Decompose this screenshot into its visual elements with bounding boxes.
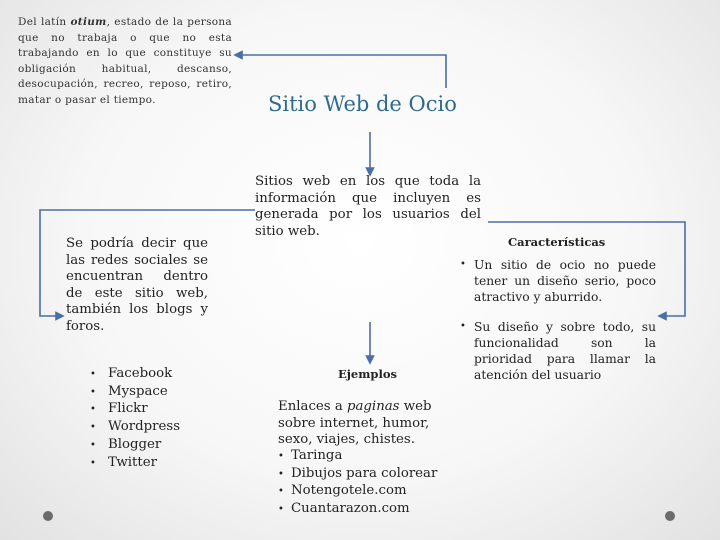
list-item: • Un sitio de ocio no puede tener un diseño serio, poco atractivo y aburrido. [460, 257, 656, 305]
social-networks-note: Se podría decir que las redes sociales se encuentran dentro de este sitio web, también los blogs y foros. [66, 236, 208, 334]
social-sites-list [90, 366, 180, 472]
list-item: • Notengotele.com [278, 483, 437, 501]
list-item: • Wordpress [90, 419, 180, 437]
list-item: • Facebook [90, 366, 180, 384]
list-item: • Flickr [90, 401, 180, 419]
definition-term: otium [70, 16, 107, 28]
list-item: • Cuantarazon.com [278, 501, 437, 519]
list-item: • Myspace [90, 384, 180, 402]
slide-dot-right [665, 511, 675, 521]
slide-dot-left [43, 511, 53, 521]
list-item: • Taringa [278, 448, 437, 466]
examples-heading: Ejemplos [338, 367, 397, 381]
list-item: • Twitter [90, 455, 180, 473]
list-item: • Dibujos para colorear [278, 466, 437, 484]
description-text: Sitios web en los que toda la información que incluyen es generada por los usuarios del sitio web. [255, 174, 481, 239]
examples-list [278, 448, 437, 519]
list-item: • Blogger [90, 437, 180, 455]
definition-text: Del latín otium, estado de la persona que no trabaja o que no esta trabajando en lo que constituye su obligación habitual, descanso, desocupación, recreo, reposo, retiro, matar o pasar el tiempo. [18, 16, 232, 106]
characteristics-heading: Características [508, 235, 606, 249]
examples-intro: Enlaces a paginas web sobre internet, humor, sexo, viajes, chistes. [278, 399, 432, 447]
connector-title-to-definition [238, 55, 446, 88]
list-item: • Su diseño y sobre todo, su funcionalidad son la prioridad para llamar la atención del usuario [460, 319, 656, 383]
page-title: Sitio Web de Ocio [268, 92, 457, 116]
characteristics-list [460, 257, 656, 397]
